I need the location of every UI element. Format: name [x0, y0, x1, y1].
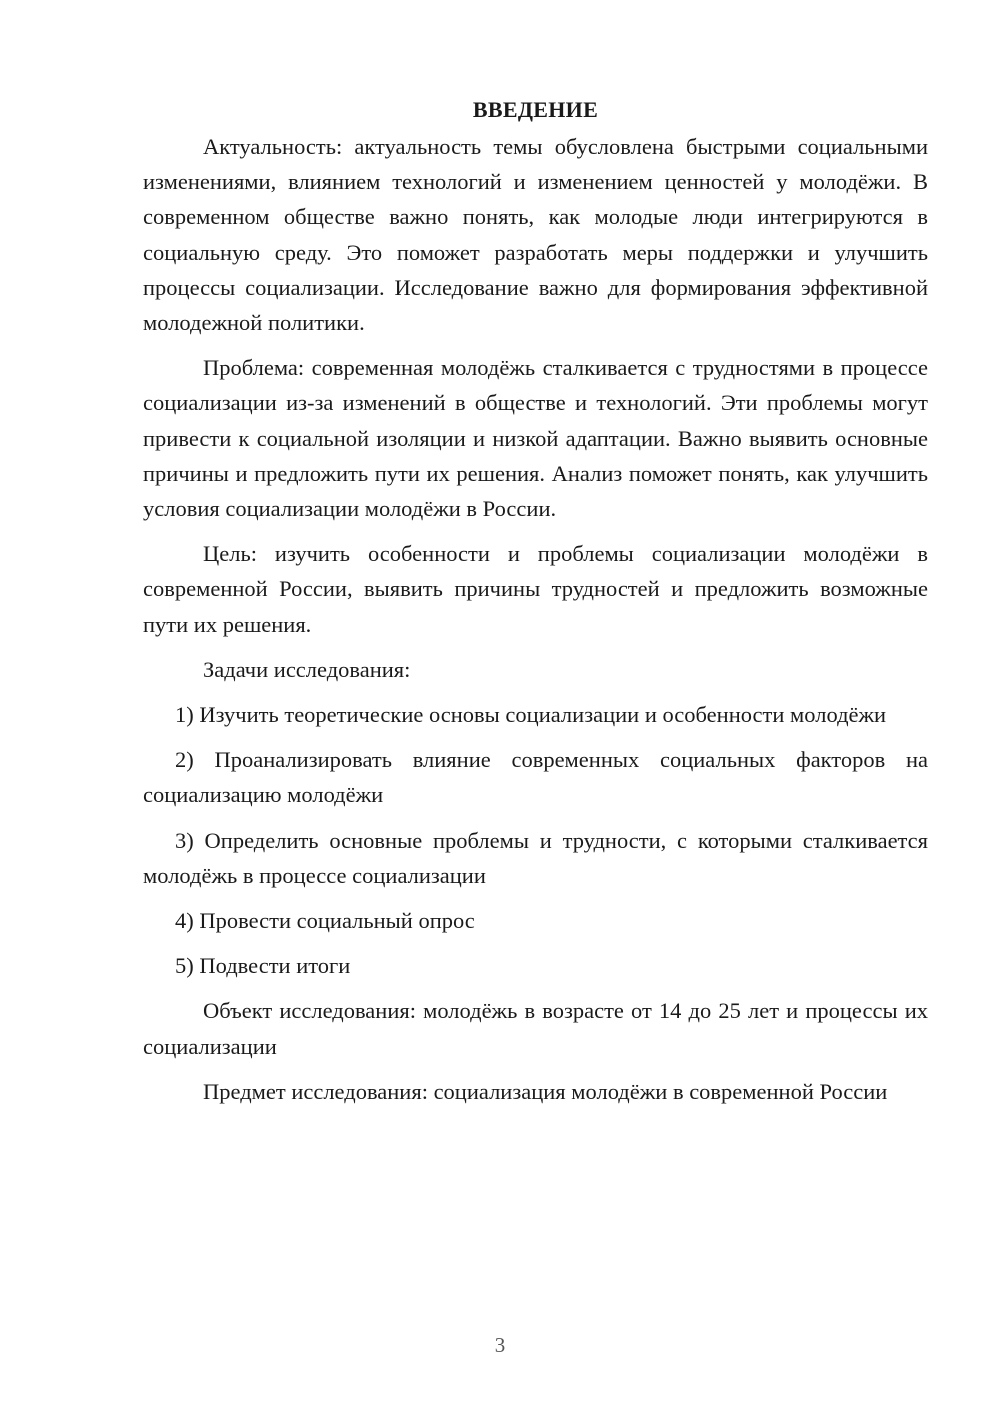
task-item: 2) Проанализировать влияние современных социальных факторов на социализацию молодёжи — [143, 747, 928, 808]
object-paragraph: Объект исследования: молодёжь в возрасте от 14 до 25 лет и процессы их социализации — [143, 998, 928, 1059]
tasks-heading: Задачи исследования: — [203, 656, 411, 682]
subject-paragraph: Предмет исследования: социализация молодёжи в современной России — [203, 1078, 888, 1104]
task-item: 4) Провести социальный опрос — [175, 908, 475, 934]
problem-paragraph: Проблема: современная молодёжь сталкивается с трудностями в процессе социализации из-за изменений в обществе и технологий. Эти проблемы могут привести к социальной изоляции и низкой адаптации. Важно выявить основные причины и предложить пути их решения. Анализ поможет понять, как улучшить условия социализации молодёжи в России. — [143, 355, 928, 522]
task-item: 3) Определить основные проблемы и трудности, с которыми сталкивается молодёжь в процессе социализации — [143, 827, 928, 888]
task-item: 1) Изучить теоретические основы социализации и особенности молодёжи — [175, 702, 887, 728]
task-item: 5) Подвести итоги — [175, 953, 351, 979]
relevance-paragraph: Актуальность: актуальность темы обусловлена быстрыми социальными изменениями, влиянием технологий и изменением ценностей у молодёжи. В современном обществе важно понять, как молодые люди интегрируются в социальную среду. Это поможет разработать меры поддержки и улучшить процессы социализации. Исследование важно для формирования эффективной молодежной политики. — [143, 134, 928, 336]
section-title: ВВЕДЕНИЕ — [472, 97, 599, 122]
goal-paragraph: Цель: изучить особенности и проблемы социализации молодёжи в современной России, выявить причины трудностей и предложить возможные пути их решения. — [143, 541, 928, 637]
page-number: 3 — [494, 1333, 506, 1357]
document-page — [143, 92, 928, 1119]
